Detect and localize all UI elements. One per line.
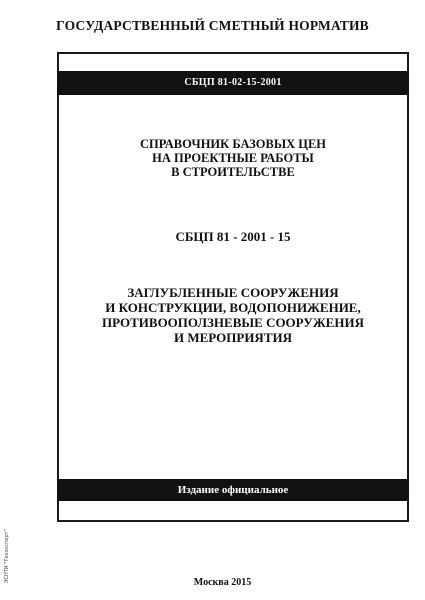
main-title <box>57 137 409 179</box>
main-title-line-2: НА ПРОЕКТНЫЕ РАБОТЫ <box>152 151 314 165</box>
subject-title <box>57 285 409 345</box>
main-title-line-1: СПРАВОЧНИК БАЗОВЫХ ЦЕН <box>139 137 327 151</box>
subject-line-4: И МЕРОПРИЯТИЯ <box>173 330 292 345</box>
standard-code-bar: СБЦП 81-02-15-2001 <box>57 71 409 95</box>
subject-line-3: ПРОТИВООПОЛЗНЕВЫЕ СООРУЖЕНИЯ <box>102 315 364 330</box>
subject-line-1: ЗАГЛУБЛЕННЫЕ СООРУЖЕНИЯ <box>127 285 339 300</box>
city-year: Москва 2015 <box>193 577 252 588</box>
subject-line-2: И КОНСТРУКЦИИ, ВОДОПОНИЖЕНИЕ, <box>105 300 361 315</box>
vertical-stamp: ЭСНТИ "Техэксперт" <box>4 529 10 583</box>
document-header-title: ГОСУДАРСТВЕННЫЙ СМЕТНЫЙ НОРМАТИВ <box>56 18 369 33</box>
section-code: СБЦП 81 - 2001 - 15 <box>175 229 291 244</box>
main-title-line-3: В СТРОИТЕЛЬСТВЕ <box>171 165 295 179</box>
official-edition-bar: Издание официальное <box>57 479 409 501</box>
